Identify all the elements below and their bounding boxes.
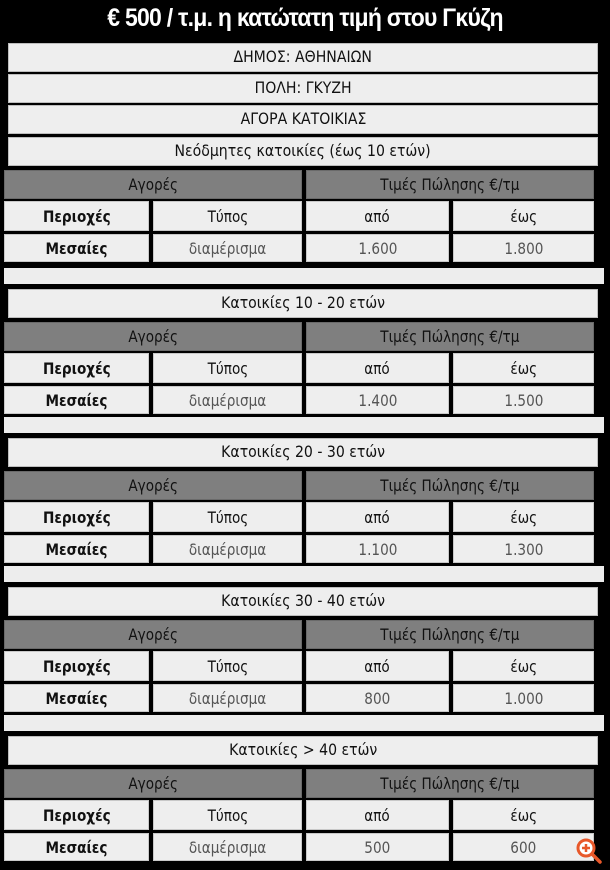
subheader-row <box>4 800 594 830</box>
table-row <box>4 234 594 262</box>
from-column-header: από <box>306 651 449 681</box>
to-column-header: έως <box>453 800 594 830</box>
section-title: Κατοικίες 20 - 30 ετών <box>8 438 598 467</box>
table-row <box>4 535 594 563</box>
price-to-cell: 1.800 <box>453 234 594 262</box>
markets-header: Αγορές <box>4 170 302 199</box>
header-row <box>4 769 594 798</box>
markets-header: Αγορές <box>4 471 302 500</box>
price-from-cell: 800 <box>306 684 449 712</box>
section-separator <box>4 715 604 731</box>
area-cell: Μεσαίες <box>4 386 149 414</box>
area-cell: Μεσαίες <box>4 684 149 712</box>
header-row <box>4 170 594 199</box>
type-column-header: Τύπος <box>153 353 302 383</box>
type-cell: διαμέρισμα <box>153 234 302 262</box>
table-row <box>4 684 594 712</box>
areas-column-header: Περιοχές <box>4 201 149 231</box>
prices-header: Τιμές Πώλησης €/τμ <box>306 170 594 199</box>
price-from-cell: 1.100 <box>306 535 449 563</box>
section-separator <box>4 268 604 284</box>
areas-column-header: Περιοχές <box>4 502 149 532</box>
header-row <box>4 620 594 649</box>
to-column-header: έως <box>453 502 594 532</box>
from-column-header: από <box>306 502 449 532</box>
table-row <box>4 386 594 414</box>
zoom-in-icon[interactable] <box>574 836 604 866</box>
price-to-cell: 600 <box>453 833 594 861</box>
section-title: Κατοικίες 10 - 20 ετών <box>8 289 598 318</box>
table-row <box>4 833 594 861</box>
type-column-header: Τύπος <box>153 800 302 830</box>
price-from-cell: 1.400 <box>306 386 449 414</box>
from-column-header: από <box>306 800 449 830</box>
subheader-row <box>4 502 594 532</box>
page-title: € 500 / τ.μ. η κατώτατη τιμή στου Γκύζη <box>107 4 503 32</box>
markets-header: Αγορές <box>4 769 302 798</box>
section-separator <box>4 417 604 433</box>
prices-header: Τιμές Πώλησης €/τμ <box>306 322 594 351</box>
prices-header: Τιμές Πώλησης €/τμ <box>306 620 594 649</box>
section-title: Νεόδμητες κατοικίες (έως 10 ετών) <box>8 137 598 166</box>
type-column-header: Τύπος <box>153 502 302 532</box>
from-column-header: από <box>306 353 449 383</box>
subheader-row <box>4 353 594 383</box>
markets-header: Αγορές <box>4 322 302 351</box>
price-to-cell: 1.300 <box>453 535 594 563</box>
areas-column-header: Περιοχές <box>4 800 149 830</box>
market-label: ΑΓΟΡΑ ΚΑΤΟΙΚΙΑΣ <box>8 105 598 134</box>
area-cell: Μεσαίες <box>4 234 149 262</box>
to-column-header: έως <box>453 651 594 681</box>
price-to-cell: 1.000 <box>453 684 594 712</box>
price-from-cell: 1.600 <box>306 234 449 262</box>
header-row <box>4 322 594 351</box>
area-cell: Μεσαίες <box>4 833 149 861</box>
prices-header: Τιμές Πώλησης €/τμ <box>306 471 594 500</box>
areas-column-header: Περιοχές <box>4 651 149 681</box>
section-title: Κατοικίες > 40 ετών <box>8 736 598 765</box>
area-cell: Μεσαίες <box>4 535 149 563</box>
section-separator <box>4 566 604 582</box>
type-cell: διαμέρισμα <box>153 684 302 712</box>
price-to-cell: 1.500 <box>453 386 594 414</box>
type-column-header: Τύπος <box>153 201 302 231</box>
from-column-header: από <box>306 201 449 231</box>
area-label: ΠΟΛΗ: ΓΚΥΖΗ <box>8 74 598 103</box>
municipality-label: ΔΗΜΟΣ: ΑΘΗΝΑΙΩΝ <box>8 43 598 72</box>
subheader-row <box>4 651 594 681</box>
markets-header: Αγορές <box>4 620 302 649</box>
type-cell: διαμέρισμα <box>153 535 302 563</box>
header-row <box>4 471 594 500</box>
to-column-header: έως <box>453 353 594 383</box>
type-cell: διαμέρισμα <box>153 386 302 414</box>
prices-header: Τιμές Πώλησης €/τμ <box>306 769 594 798</box>
areas-column-header: Περιοχές <box>4 353 149 383</box>
price-from-cell: 500 <box>306 833 449 861</box>
type-cell: διαμέρισμα <box>153 833 302 861</box>
type-column-header: Τύπος <box>153 651 302 681</box>
subheader-row <box>4 201 594 231</box>
to-column-header: έως <box>453 201 594 231</box>
section-title: Κατοικίες 30 - 40 ετών <box>8 587 598 616</box>
